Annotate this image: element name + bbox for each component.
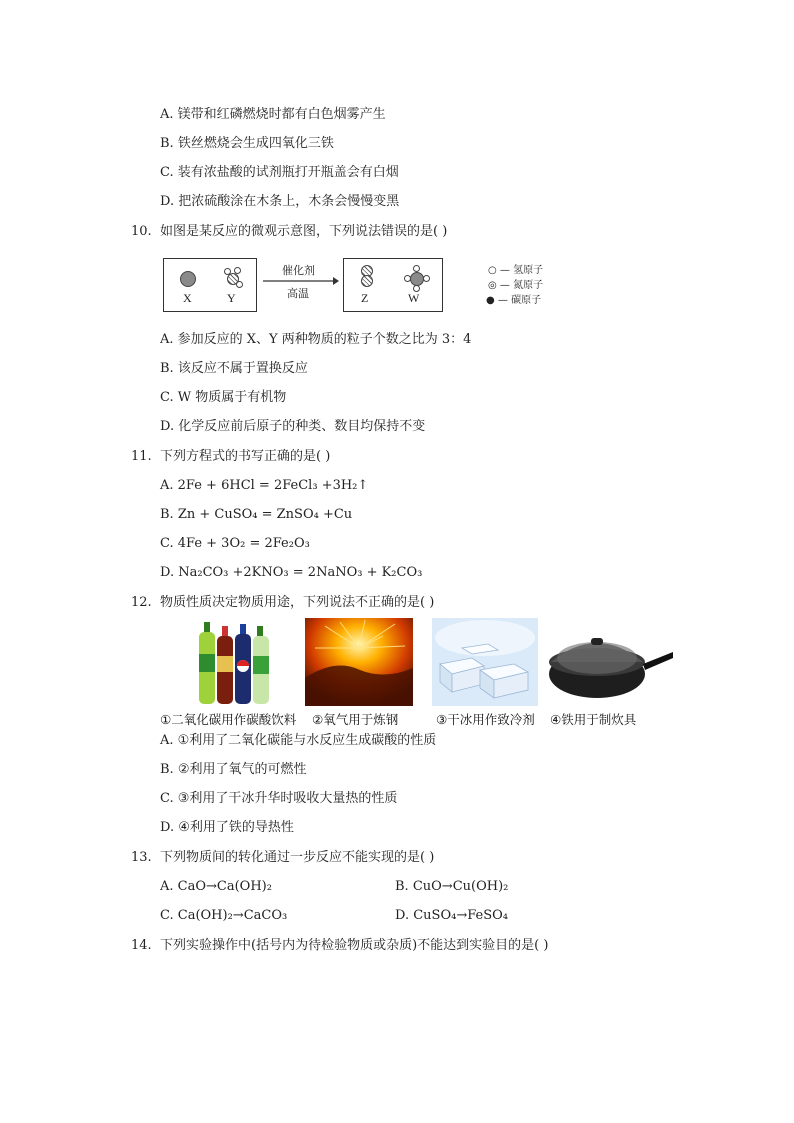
q13-option-a: A. CaO→Ca(OH)₂	[160, 879, 272, 894]
q10-stem: 如图是某反应的微观示意图，下列说法错误的是( )	[160, 224, 448, 239]
q9-option-b: B. 铁丝燃烧会生成四氧化三铁	[160, 136, 334, 151]
q10-option-b: B. 该反应不属于置换反应	[160, 361, 308, 376]
q13-number: 13.	[131, 850, 152, 865]
caption-1: ①二氧化碳用作碳酸饮料	[160, 712, 297, 727]
q14-stem: 下列实验操作中(括号内为待检验物质或杂质)不能达到实验目的是( )	[160, 938, 549, 953]
steelmaking-image	[305, 618, 413, 706]
q13-option-c: C. Ca(OH)₂→CaCO₃	[160, 908, 288, 923]
q11-stem: 下列方程式的书写正确的是( )	[160, 449, 331, 464]
q13-option-d: D. CuSO₄→FeSO₄	[395, 908, 508, 923]
q11-option-c: C. 4Fe + 3O₂ = 2Fe₂O₃	[160, 536, 310, 551]
q9-option-c: C. 装有浓盐酸的试剂瓶打开瓶盖会有白烟	[160, 165, 399, 180]
label-y: Y	[227, 291, 236, 305]
dry-ice-image	[432, 618, 538, 706]
q9-option-a: A. 镁带和红磷燃烧时都有白色烟雾产生	[160, 107, 386, 122]
q13-option-b: B. CuO→Cu(OH)₂	[395, 879, 509, 894]
q10-option-d: D. 化学反应前后原子的种类、数目均保持不变	[160, 419, 426, 434]
q11-option-b: B. Zn + CuSO₄ = ZnSO₄ +Cu	[160, 507, 353, 522]
arrow-condition: 高温	[287, 287, 309, 300]
q12-number: 12.	[131, 595, 152, 610]
q12-option-d: D. ④利用了铁的导热性	[160, 820, 294, 835]
soda-bottles-image	[195, 618, 275, 706]
caption-4: ④铁用于制炊具	[550, 712, 637, 727]
legend-carbon: ● — 碳原子	[486, 295, 542, 306]
legend-nitrogen: ◎ — 氮原子	[488, 280, 544, 291]
q10-option-a: A. 参加反应的 X、Y 两种物质的粒子个数之比为 3：4	[160, 332, 472, 347]
q14-number: 14.	[131, 938, 152, 953]
q10-number: 10.	[131, 224, 152, 239]
q11-option-d: D. Na₂CO₃ +2KNO₃ = 2NaNO₃ + K₂CO₃	[160, 565, 423, 580]
label-w: W	[408, 291, 420, 305]
q12-option-c: C. ③利用了干冰升华时吸收大量热的性质	[160, 791, 398, 806]
products-box	[343, 258, 443, 312]
q11-number: 11.	[131, 449, 152, 464]
legend-hydrogen: ○ — 氢原子	[488, 265, 544, 276]
q12-option-a: A. ①利用了二氧化碳能与水反应生成碳酸的性质	[160, 733, 437, 748]
reactants-box	[163, 258, 257, 312]
q13-stem: 下列物质间的转化通过一步反应不能实现的是( )	[160, 850, 435, 865]
label-x: X	[183, 291, 192, 305]
molecule-x	[180, 271, 196, 287]
q9-option-d: D. 把浓硫酸涂在木条上，木条会慢慢变黑	[160, 194, 400, 209]
wok-image	[545, 628, 675, 706]
caption-3: ③干冰用作致冷剂	[436, 712, 535, 727]
arrow-catalyst: 催化剂	[282, 264, 315, 277]
q12-stem: 物质性质决定物质用途，下列说法不正确的是( )	[160, 595, 435, 610]
label-z: Z	[361, 291, 369, 305]
q12-option-b: B. ②利用了氧气的可燃性	[160, 762, 307, 777]
caption-2: ②氧气用于炼钢	[312, 712, 399, 727]
q10-option-c: C. W 物质属于有机物	[160, 390, 287, 405]
q11-option-a: A. 2Fe + 6HCl = 2FeCl₃ +3H₂↑	[160, 478, 369, 493]
